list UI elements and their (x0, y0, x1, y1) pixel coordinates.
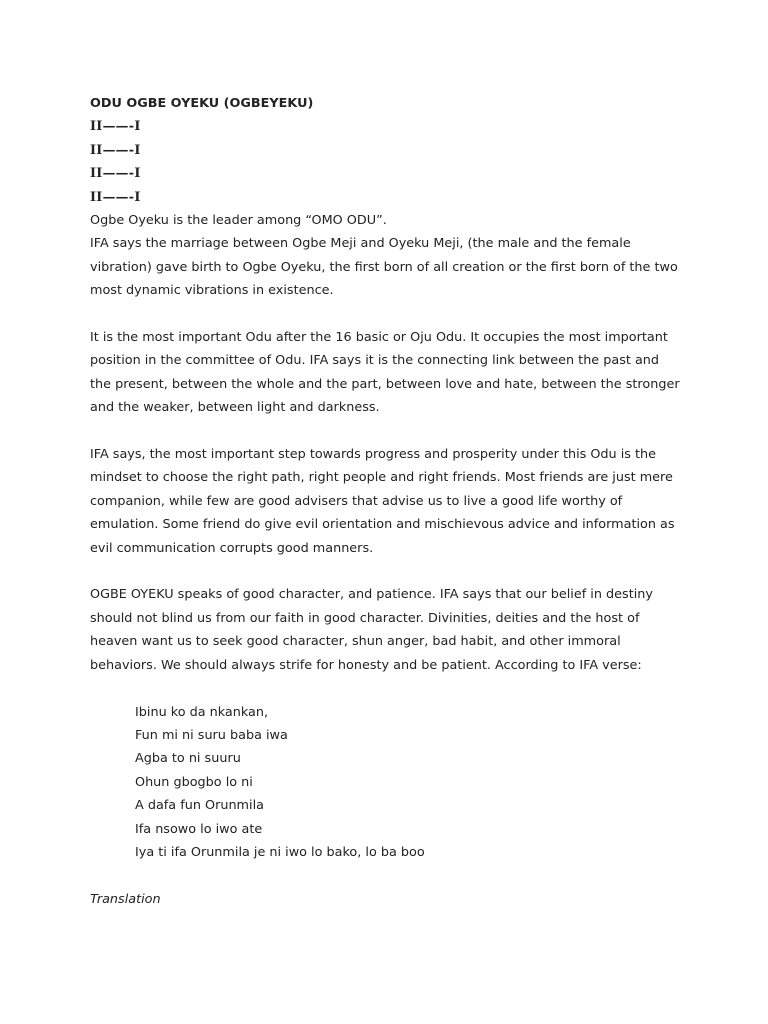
text-line: should not blind us from our faith in good character. Divinities, deities and the host of (90, 610, 640, 626)
ifa-verse (90, 701, 690, 865)
paragraph-gap (90, 560, 690, 583)
text-line: Ogbe Oyeku is the leader among “OMO ODU”. (90, 213, 387, 229)
text-line: IFA says the marriage between Ogbe Meji and Oyeku Meji, (the male and the female (90, 236, 631, 252)
text-line: emulation. Some friend do give evil orientation and mischievous advice and information as (90, 517, 675, 533)
paragraph-gap (90, 420, 690, 443)
text-line: vibration) gave birth to Ogbe Oyeku, the first born of all creation or the first born of the two (90, 259, 678, 275)
verse-line: Iya ti ifa Orunmila je ni iwo lo bako, lo ba boo (135, 844, 425, 860)
text-line: and the weaker, between light and darkness. (90, 400, 380, 416)
pattern-line: II——-I (90, 119, 141, 135)
text-line: IFA says, the most important step towards progress and prosperity under this Odu is the (90, 447, 657, 463)
text-line: behaviors. We should always strife for honesty and be patient. According to IFA verse: (90, 657, 642, 673)
pattern-line: II——-I (90, 189, 141, 205)
text-line: the present, between the whole and the part, between love and hate, between the stronger (90, 376, 680, 392)
pattern-line: II——-I (90, 142, 141, 158)
verse-line: Ifa nsowo lo iwo ate (135, 821, 263, 837)
verse-line: Agba to ni suuru (135, 751, 241, 767)
text-line: heaven want us to seek good character, shun anger, bad habit, and other immoral (90, 634, 621, 650)
document-title: ODU OGBE OYEKU (OGBEYEKU) (90, 96, 314, 111)
text-line: companion, while few are good advisers that advise us to live a good life worthy of (90, 493, 623, 509)
importance-paragraph (90, 326, 690, 420)
verse-line: A dafa fun Orunmila (135, 798, 264, 814)
character-paragraph (90, 583, 690, 677)
odu-pattern (90, 115, 690, 209)
pattern-line: II——-I (90, 166, 141, 182)
text-line: mindset to choose the right path, right people and right friends. Most friends are just mere (90, 470, 673, 486)
verse-line: Fun mi ni suru baba iwa (135, 727, 288, 743)
document-page (90, 92, 690, 911)
text-line: most dynamic vibrations in existence. (90, 283, 334, 299)
text-line: evil communication corrupts good manners. (90, 540, 374, 556)
text-line: It is the most important Odu after the 16 basic or Oju Odu. It occupies the most important (90, 330, 668, 346)
paragraph-gap (90, 303, 690, 326)
text-line: OGBE OYEKU speaks of good character, and patience. IFA says that our belief in destiny (90, 587, 653, 603)
verse-line: Ohun gbogbo lo ni (135, 774, 253, 790)
paragraph-gap (90, 864, 690, 887)
intro-paragraph (90, 209, 690, 303)
verse-line: Ibinu ko da nkankan, (135, 704, 269, 720)
progress-paragraph (90, 443, 690, 560)
text-line: position in the committee of Odu. IFA says it is the connecting link between the past and (90, 353, 660, 369)
paragraph-gap (90, 677, 690, 700)
translation-heading: Translation (90, 891, 161, 907)
